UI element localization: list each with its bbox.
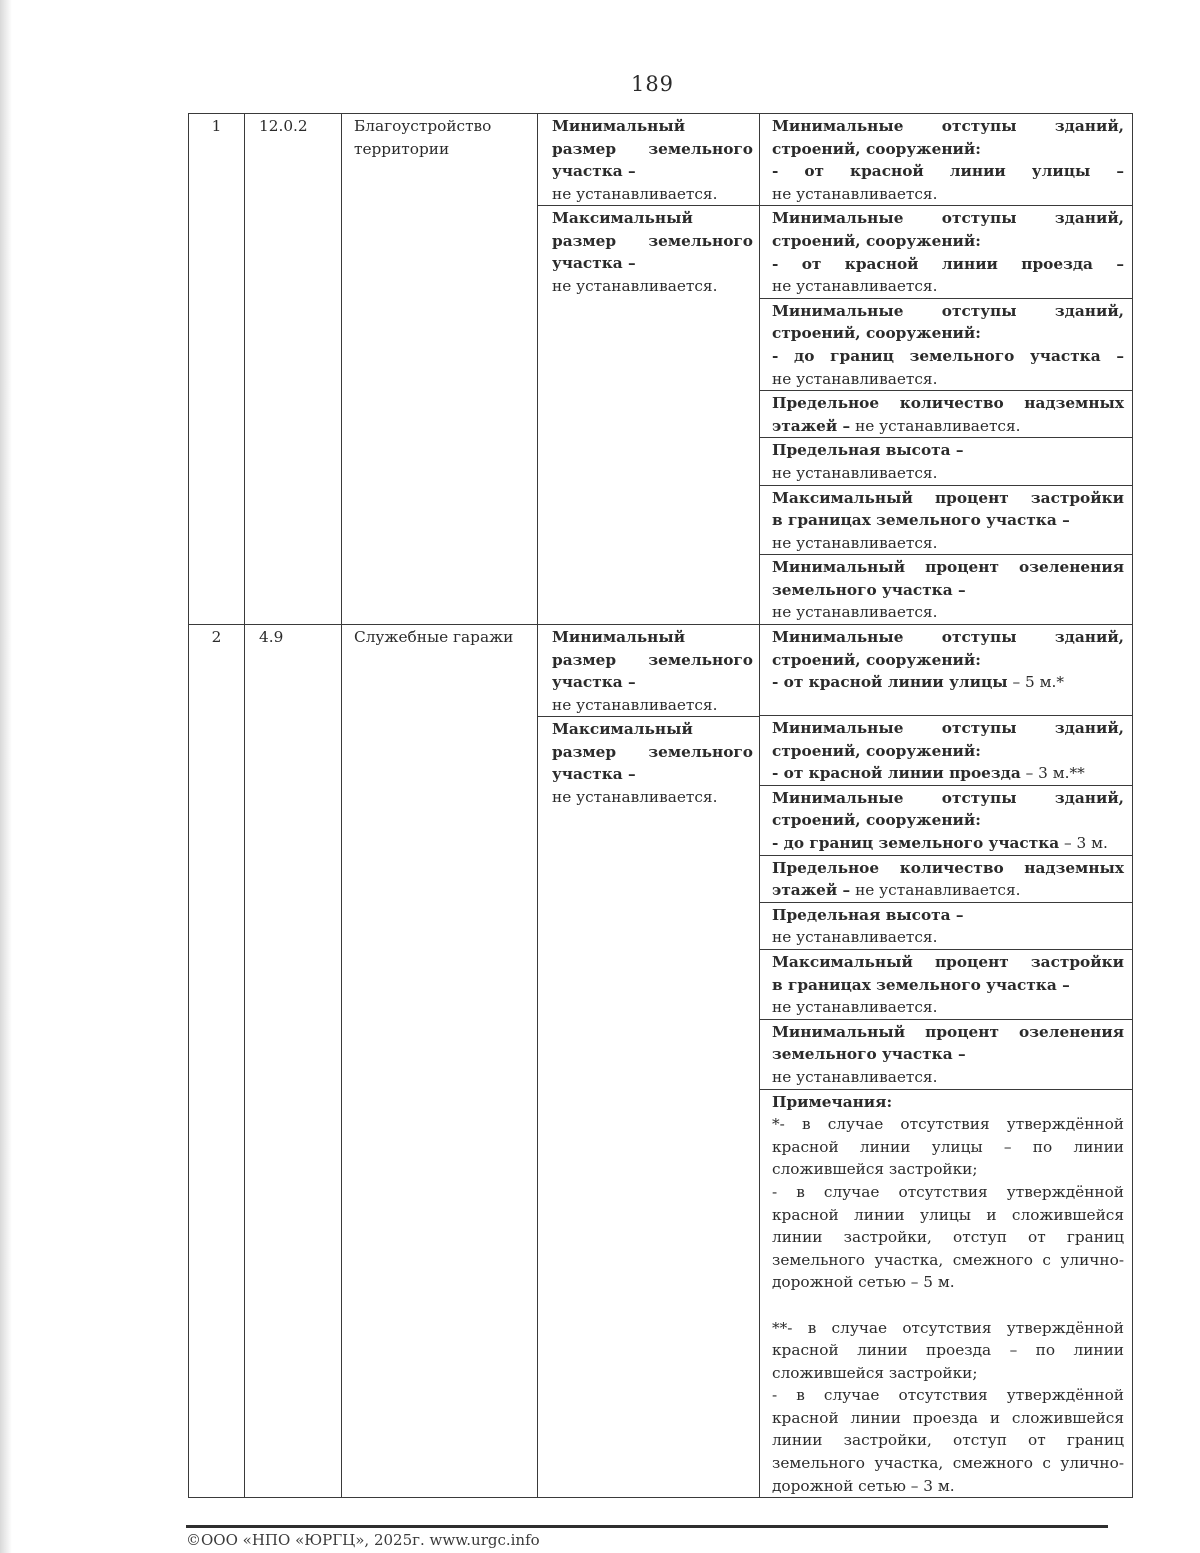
param-value: – 5 м.*: [1007, 673, 1065, 692]
setback-driveway: [760, 716, 1133, 786]
max-built-percent: [760, 485, 1133, 555]
param-text: в границах земельного участка –: [772, 975, 1070, 994]
param-text: Минимальные отступы зданий,: [772, 719, 1124, 738]
param-text: этажей –: [772, 881, 851, 900]
param-text: Предельная высота –: [772, 905, 964, 924]
param-text: Минимальные отступы зданий,: [772, 788, 1124, 807]
max-plot-size: [538, 205, 759, 297]
param-text: Минимальные отступы зданий,: [772, 628, 1124, 647]
param-text: Максимальный процент застройки: [772, 488, 1124, 507]
param-value: не устанавливается.: [772, 998, 938, 1017]
max-size-title: участка –: [552, 765, 636, 784]
param-value: не устанавливается.: [772, 1067, 938, 1086]
max-size-title: Максимальный: [552, 209, 693, 227]
param-text: - до границ земельного участка: [772, 834, 1060, 853]
use-code: 12.0.2: [245, 114, 342, 625]
note-paragraph: **- в случае отсутствия утверждённой красной линии проезда – по линии сложившейся застройки;: [772, 1318, 1124, 1382]
max-floors: [760, 855, 1133, 902]
min-size-title: размер земельного: [552, 650, 753, 669]
param-value: не устанавливается.: [850, 881, 1021, 900]
param-value: не устанавливается.: [772, 463, 938, 482]
param-text: Минимальные отступы зданий,: [772, 301, 1124, 320]
param-value: не устанавливается.: [772, 184, 938, 203]
param-text: строений, сооружений:: [772, 139, 981, 158]
max-built-percent: [760, 950, 1133, 1020]
max-size-value: не устанавливается.: [552, 787, 718, 806]
plot-size-cell: [538, 625, 760, 1498]
max-size-title: размер земельного: [552, 742, 753, 761]
max-height: [760, 902, 1133, 949]
plot-size-cell: [538, 114, 760, 625]
param-text: строений, сооружений:: [772, 811, 981, 830]
param-text: этажей –: [772, 416, 851, 435]
param-text: строений, сооружений:: [772, 231, 981, 250]
setback-street: [760, 114, 1133, 206]
min-size-title: размер земельного: [552, 139, 753, 158]
table-row: [189, 114, 1133, 206]
footer-rule: [186, 1525, 1108, 1528]
param-value: не устанавливается.: [772, 603, 938, 622]
param-text: Предельное количество надземных: [772, 858, 1124, 877]
min-size-value: не устанавливается.: [552, 695, 718, 714]
max-size-title: участка –: [552, 254, 636, 273]
param-value: не устанавливается.: [850, 416, 1021, 435]
param-text: Минимальные отступы зданий,: [772, 117, 1124, 135]
min-green-percent: [760, 1019, 1133, 1089]
table-row: [189, 625, 1133, 716]
max-plot-size: [538, 716, 759, 808]
param-text: - от красной линии проезда –: [772, 254, 1124, 273]
page-number: 189: [630, 72, 675, 96]
regulations-table: [188, 113, 1133, 1498]
max-height: [760, 438, 1133, 485]
max-size-title: размер земельного: [552, 231, 753, 250]
param-text: строений, сооружений:: [772, 741, 981, 760]
max-size-title: Максимальный: [552, 720, 693, 739]
use-name: Благоустройство территории: [342, 114, 538, 625]
setback-driveway: [760, 206, 1133, 298]
param-text: строений, сооружений:: [772, 324, 981, 343]
param-text: Минимальный процент озеленения: [772, 1022, 1124, 1041]
row-number: 1: [189, 114, 245, 625]
setback-street: [760, 625, 1133, 716]
footer-copyright: ©ООО «НПО «ЮРГЦ», 2025г. www.urgc.info: [186, 1531, 540, 1549]
param-value: не устанавливается.: [772, 928, 938, 947]
param-text: Предельная высота –: [772, 441, 964, 460]
min-size-title: участка –: [552, 162, 636, 181]
min-green-percent: [760, 555, 1133, 625]
min-size-title: участка –: [552, 673, 636, 692]
param-text: земельного участка –: [772, 580, 966, 599]
note-paragraph: - в случае отсутствия утверждённой красной линии улицы и сложившейся линии застройки, отступ от границ земельного участка, смежного с улично-дорожной сетью – 5 м.: [772, 1182, 1124, 1292]
param-text: - от красной линии улицы –: [772, 162, 1124, 181]
param-text: Предельное количество надземных: [772, 394, 1124, 413]
setback-plot-border: [760, 785, 1133, 855]
notes-cell: [760, 1089, 1133, 1498]
note-gap: [772, 1294, 1124, 1317]
min-size-title: Минимальный: [552, 117, 686, 135]
use-name: Служебные гаражи: [342, 625, 538, 1498]
param-text: строений, сооружений:: [772, 650, 981, 669]
param-value: не устанавливается.: [772, 369, 938, 388]
param-text: Минимальные отступы зданий,: [772, 209, 1124, 228]
note-paragraph: *- в случае отсутствия утверждённой красной линии улицы – по линии сложившейся застройки;: [772, 1115, 1124, 1179]
param-text: - от красной линии проезда: [772, 764, 1021, 783]
param-value: – 3 м.: [1059, 834, 1108, 853]
param-text: - до границ земельного участка –: [772, 346, 1124, 365]
setback-plot-border: [760, 298, 1133, 390]
notes-title: Примечания:: [772, 1092, 893, 1111]
min-size-value: не устанавливается.: [552, 184, 718, 203]
min-plot-size: [538, 625, 759, 716]
use-code: 4.9: [245, 625, 342, 1498]
param-value: не устанавливается.: [772, 277, 938, 296]
max-size-value: не устанавливается.: [552, 276, 718, 295]
param-text: земельного участка –: [772, 1045, 966, 1064]
note-paragraph: - в случае отсутствия утверждённой красной линии проезда и сложившейся линии застройки, отступ от границ земельного участка, смежного с улично-дорожной сетью – 3 м.: [772, 1386, 1124, 1495]
max-floors: [760, 391, 1133, 438]
param-text: - от красной линии улицы: [772, 673, 1008, 692]
min-size-title: Минимальный: [552, 628, 686, 647]
param-text: Максимальный процент застройки: [772, 953, 1124, 971]
param-value: не устанавливается.: [772, 533, 938, 552]
param-text: Минимальный процент озеленения: [772, 558, 1124, 577]
min-plot-size: [538, 114, 759, 205]
scan-edge-shadow: [0, 0, 12, 1553]
param-value: – 3 м.**: [1020, 764, 1085, 783]
row-number: 2: [189, 625, 245, 1498]
param-text: в границах земельного участка –: [772, 511, 1070, 530]
